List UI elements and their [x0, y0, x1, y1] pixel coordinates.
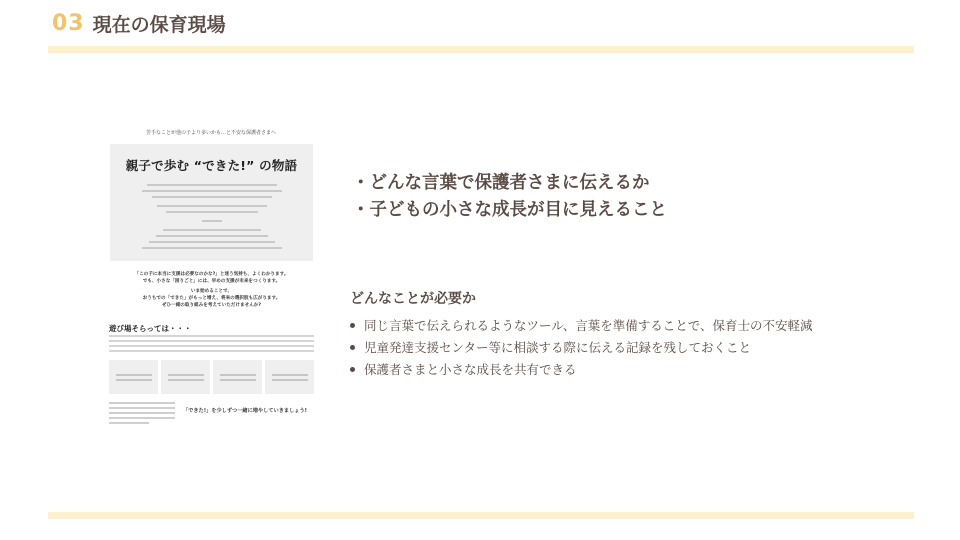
list-item-text: 同じ言葉で伝えられるようなツール、言葉を準備することで、保育士の不安軽減 [364, 318, 813, 333]
list-item-text: 児童発達支援センター等に相談する際に伝える記録を残しておくこと [364, 340, 752, 355]
list-item [348, 358, 813, 380]
needs-list [348, 314, 813, 380]
top-band [48, 46, 914, 53]
text-line [156, 235, 268, 237]
document-middle-text [110, 271, 313, 309]
list-item-text: 保護者さまと小さな成長を共有できる [364, 362, 577, 377]
text-line [142, 247, 282, 249]
text-line [109, 345, 314, 347]
document-paragraph [109, 335, 314, 355]
doc-box [109, 360, 158, 394]
bullet-icon [350, 323, 355, 328]
document-footer-text: 「できた!」を少しずつ一緒に増やしていきましょう! [182, 408, 308, 414]
doc-box [265, 360, 314, 394]
bottom-band [48, 512, 914, 519]
text-line [109, 335, 314, 337]
document-section-title: 遊び場そらっては・・・ [109, 324, 192, 333]
text-line [149, 241, 275, 243]
key-point: ・どんな言葉で保護者さまに伝えるか [352, 173, 650, 193]
middle-line: ぜひ一緒の取り組みを考えていただけませんか? [161, 303, 262, 308]
key-points [352, 170, 667, 224]
text-line [163, 229, 261, 231]
middle-line: おうちでの「できた」がもっと増え、将来の選択肢も広がります。 [142, 296, 281, 301]
document-notes [109, 402, 175, 427]
list-item [348, 336, 813, 358]
document-headline: 親子で歩む “できた!” の物語 [125, 158, 298, 173]
list-item [348, 314, 813, 336]
middle-line: いま始めることで、 [190, 289, 233, 294]
doc-box [213, 360, 262, 394]
needs-heading: どんなことが必要か [350, 291, 476, 307]
doc-box [161, 360, 210, 394]
text-line [157, 205, 267, 207]
document-preview [107, 128, 315, 428]
document-hero [110, 144, 313, 261]
slide-header [52, 8, 226, 38]
document-boxes [109, 360, 314, 394]
text-line [166, 211, 258, 213]
text-line [147, 184, 277, 186]
document-caption: 苦手なことが他の子より多いかも…と不安な保護者さまへ [145, 130, 276, 136]
bullet-icon [350, 367, 355, 372]
text-line [109, 350, 314, 352]
text-line [142, 190, 282, 192]
middle-line: でも、小さな「困りごと」には、早めの支援が未来をつくります。 [142, 279, 281, 284]
bullet-icon [350, 345, 355, 350]
text-line [202, 220, 222, 222]
section-number: 03 [52, 10, 85, 36]
slide-title: 現在の保育現場 [92, 13, 226, 36]
text-line [152, 196, 272, 198]
middle-line: 「この子に本当に支援は必要なのかな?」と迷う気持ち、よくわかります。 [134, 272, 289, 277]
text-line [109, 340, 314, 342]
key-point: ・子どもの小さな成長が目に見えること [352, 200, 667, 220]
